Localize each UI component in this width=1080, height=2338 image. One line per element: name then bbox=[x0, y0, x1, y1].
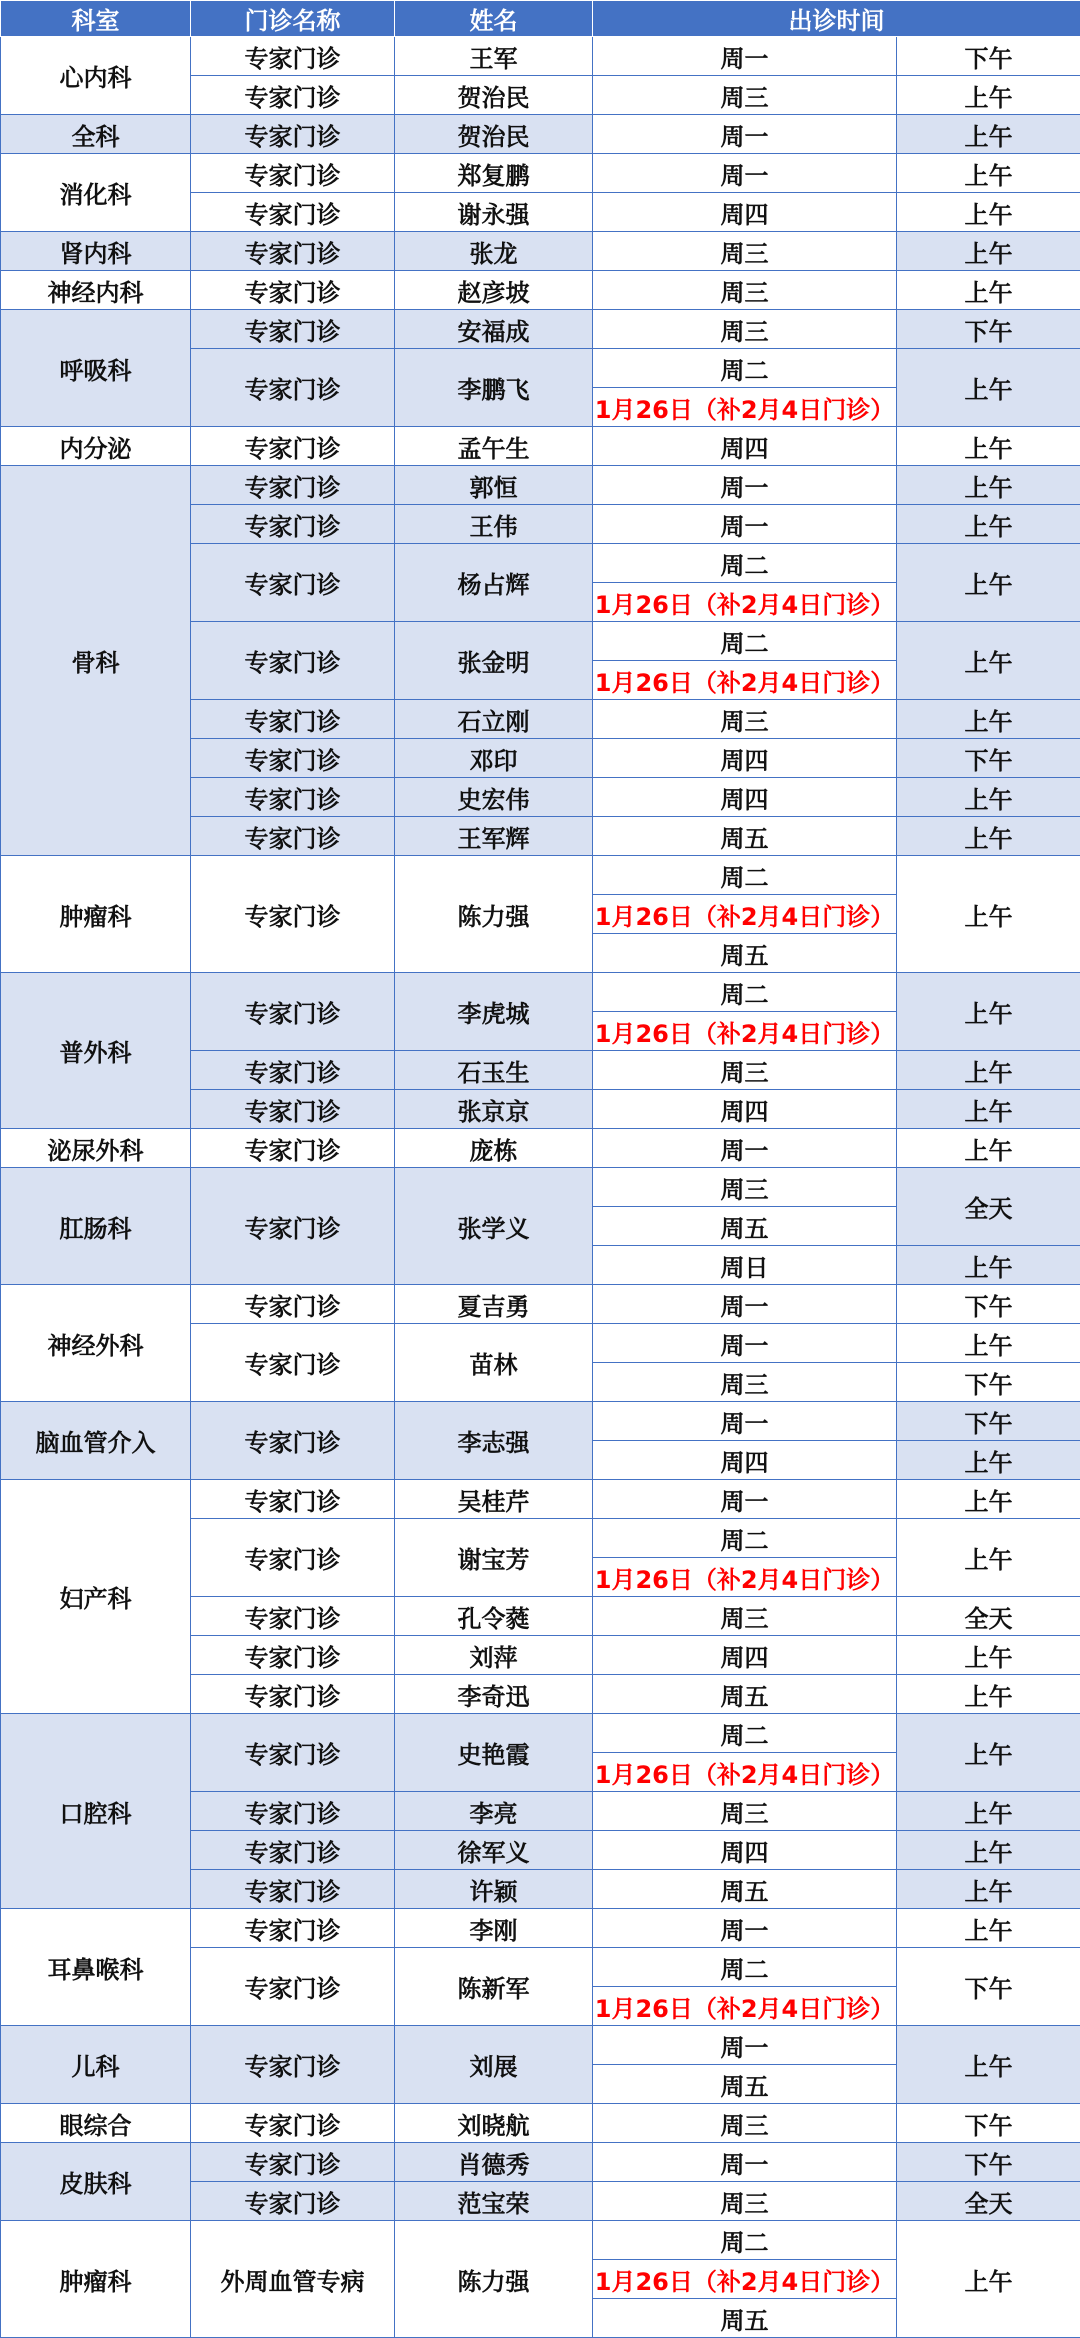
header-name: 姓名 bbox=[395, 1, 593, 37]
clinic-cell: 专家门诊 bbox=[191, 1948, 395, 2026]
department-cell: 皮肤科 bbox=[1, 2143, 191, 2221]
doctor-name-cell: 赵彦坡 bbox=[395, 271, 593, 310]
day-cell: 周二 bbox=[593, 544, 897, 583]
session-cell: 上午 bbox=[897, 1051, 1080, 1090]
day-cell: 周二 bbox=[593, 856, 897, 895]
day-cell: 周三 bbox=[593, 2182, 897, 2221]
doctor-name-cell: 陈力强 bbox=[395, 2221, 593, 2338]
session-cell: 上午 bbox=[897, 1909, 1080, 1948]
day-cell: 周五 bbox=[593, 934, 897, 973]
doctor-name-cell: 徐军义 bbox=[395, 1831, 593, 1870]
session-cell: 下午 bbox=[897, 310, 1080, 349]
session-cell: 上午 bbox=[897, 349, 1080, 427]
day-cell: 周二 bbox=[593, 1948, 897, 1987]
department-cell: 肾内科 bbox=[1, 232, 191, 271]
session-cell: 下午 bbox=[897, 739, 1080, 778]
doctor-name-cell: 谢宝芳 bbox=[395, 1519, 593, 1597]
department-cell: 耳鼻喉科 bbox=[1, 1909, 191, 2026]
day-cell: 周三 bbox=[593, 76, 897, 115]
table-row bbox=[1, 2221, 1080, 2260]
day-cell: 周四 bbox=[593, 739, 897, 778]
session-cell: 上午 bbox=[897, 1324, 1080, 1363]
clinic-cell: 专家门诊 bbox=[191, 271, 395, 310]
day-cell: 1月26日（补2月4日门诊） bbox=[593, 1753, 897, 1792]
doctor-name-cell: 谢永强 bbox=[395, 193, 593, 232]
clinic-cell: 专家门诊 bbox=[191, 193, 395, 232]
doctor-name-cell: 邓印 bbox=[395, 739, 593, 778]
department-cell: 普外科 bbox=[1, 973, 191, 1129]
session-cell: 上午 bbox=[897, 778, 1080, 817]
doctor-name-cell: 王军辉 bbox=[395, 817, 593, 856]
clinic-cell: 专家门诊 bbox=[191, 2104, 395, 2143]
day-cell: 周五 bbox=[593, 1870, 897, 1909]
session-cell: 上午 bbox=[897, 427, 1080, 466]
session-cell: 上午 bbox=[897, 115, 1080, 154]
department-cell: 心内科 bbox=[1, 37, 191, 115]
doctor-name-cell: 刘晓航 bbox=[395, 2104, 593, 2143]
day-cell: 周一 bbox=[593, 1909, 897, 1948]
session-cell: 上午 bbox=[897, 505, 1080, 544]
clinic-cell: 专家门诊 bbox=[191, 1870, 395, 1909]
day-cell: 周四 bbox=[593, 1090, 897, 1129]
day-cell: 1月26日（补2月4日门诊） bbox=[593, 1558, 897, 1597]
clinic-cell: 专家门诊 bbox=[191, 1480, 395, 1519]
day-cell: 周三 bbox=[593, 2104, 897, 2143]
clinic-cell: 专家门诊 bbox=[191, 778, 395, 817]
table-row bbox=[1, 1168, 1080, 1207]
doctor-name-cell: 李亮 bbox=[395, 1792, 593, 1831]
day-cell: 周二 bbox=[593, 2221, 897, 2260]
clinic-cell: 专家门诊 bbox=[191, 1324, 395, 1402]
session-cell: 上午 bbox=[897, 544, 1080, 622]
session-cell: 上午 bbox=[897, 622, 1080, 700]
clinic-cell: 专家门诊 bbox=[191, 310, 395, 349]
table-row bbox=[1, 115, 1080, 154]
day-cell: 周一 bbox=[593, 115, 897, 154]
session-cell: 上午 bbox=[897, 700, 1080, 739]
day-cell: 周五 bbox=[593, 1207, 897, 1246]
department-cell: 肿瘤科 bbox=[1, 856, 191, 973]
doctor-name-cell: 肖德秀 bbox=[395, 2143, 593, 2182]
table-row bbox=[1, 1129, 1080, 1168]
session-cell: 上午 bbox=[897, 1519, 1080, 1597]
day-cell: 周四 bbox=[593, 427, 897, 466]
doctor-name-cell: 许颖 bbox=[395, 1870, 593, 1909]
session-cell: 上午 bbox=[897, 1129, 1080, 1168]
session-cell: 下午 bbox=[897, 2104, 1080, 2143]
session-cell: 全天 bbox=[897, 1168, 1080, 1246]
table-row bbox=[1, 2143, 1080, 2182]
doctor-name-cell: 苗林 bbox=[395, 1324, 593, 1402]
clinic-cell: 专家门诊 bbox=[191, 505, 395, 544]
day-cell: 周一 bbox=[593, 1285, 897, 1324]
doctor-name-cell: 孔令蕤 bbox=[395, 1597, 593, 1636]
day-cell: 周一 bbox=[593, 1402, 897, 1441]
table-row bbox=[1, 154, 1080, 193]
session-cell: 上午 bbox=[897, 1480, 1080, 1519]
session-cell: 上午 bbox=[897, 1714, 1080, 1792]
session-cell: 上午 bbox=[897, 1246, 1080, 1285]
session-cell: 上午 bbox=[897, 817, 1080, 856]
day-cell: 周二 bbox=[593, 973, 897, 1012]
day-cell: 1月26日（补2月4日门诊） bbox=[593, 661, 897, 700]
clinic-cell: 专家门诊 bbox=[191, 1636, 395, 1675]
clinic-cell: 专家门诊 bbox=[191, 1129, 395, 1168]
day-cell: 周一 bbox=[593, 1324, 897, 1363]
clinic-cell: 专家门诊 bbox=[191, 2182, 395, 2221]
doctor-name-cell: 石玉生 bbox=[395, 1051, 593, 1090]
session-cell: 下午 bbox=[897, 1363, 1080, 1402]
clinic-cell: 专家门诊 bbox=[191, 466, 395, 505]
day-cell: 周四 bbox=[593, 1636, 897, 1675]
session-cell: 上午 bbox=[897, 1636, 1080, 1675]
day-cell: 周三 bbox=[593, 271, 897, 310]
table-row bbox=[1, 1480, 1080, 1519]
clinic-cell: 专家门诊 bbox=[191, 1402, 395, 1480]
doctor-name-cell: 李刚 bbox=[395, 1909, 593, 1948]
table-row bbox=[1, 310, 1080, 349]
clinic-cell: 专家门诊 bbox=[191, 1792, 395, 1831]
header-time: 出诊时间 bbox=[593, 1, 1080, 37]
day-cell: 周四 bbox=[593, 1441, 897, 1480]
clinic-cell: 专家门诊 bbox=[191, 349, 395, 427]
department-cell: 消化科 bbox=[1, 154, 191, 232]
session-cell: 上午 bbox=[897, 2221, 1080, 2338]
clinic-cell: 专家门诊 bbox=[191, 1597, 395, 1636]
department-cell: 妇产科 bbox=[1, 1480, 191, 1714]
day-cell: 周三 bbox=[593, 1597, 897, 1636]
doctor-name-cell: 李志强 bbox=[395, 1402, 593, 1480]
table-row bbox=[1, 1402, 1080, 1441]
doctor-name-cell: 郭恒 bbox=[395, 466, 593, 505]
session-cell: 上午 bbox=[897, 466, 1080, 505]
day-cell: 周五 bbox=[593, 1675, 897, 1714]
session-cell: 上午 bbox=[897, 1792, 1080, 1831]
clinic-cell: 专家门诊 bbox=[191, 1831, 395, 1870]
clinic-cell: 专家门诊 bbox=[191, 856, 395, 973]
doctor-name-cell: 庞栋 bbox=[395, 1129, 593, 1168]
clinic-cell: 专家门诊 bbox=[191, 1909, 395, 1948]
day-cell: 周三 bbox=[593, 1363, 897, 1402]
table-row bbox=[1, 2026, 1080, 2065]
doctor-name-cell: 石立刚 bbox=[395, 700, 593, 739]
day-cell: 周一 bbox=[593, 2143, 897, 2182]
session-cell: 上午 bbox=[897, 1870, 1080, 1909]
day-cell: 周一 bbox=[593, 2026, 897, 2065]
clinic-cell: 专家门诊 bbox=[191, 1285, 395, 1324]
day-cell: 周五 bbox=[593, 817, 897, 856]
doctor-name-cell: 贺治民 bbox=[395, 115, 593, 154]
table-row bbox=[1, 232, 1080, 271]
day-cell: 周五 bbox=[593, 2065, 897, 2104]
doctor-name-cell: 刘展 bbox=[395, 2026, 593, 2104]
day-cell: 周四 bbox=[593, 1831, 897, 1870]
day-cell: 周三 bbox=[593, 1792, 897, 1831]
day-cell: 1月26日（补2月4日门诊） bbox=[593, 895, 897, 934]
session-cell: 上午 bbox=[897, 856, 1080, 973]
clinic-cell: 专家门诊 bbox=[191, 1675, 395, 1714]
clinic-cell: 专家门诊 bbox=[191, 622, 395, 700]
session-cell: 下午 bbox=[897, 2143, 1080, 2182]
department-cell: 骨科 bbox=[1, 466, 191, 856]
table-row bbox=[1, 1909, 1080, 1948]
department-cell: 肿瘤科 bbox=[1, 2221, 191, 2338]
doctor-name-cell: 杨占辉 bbox=[395, 544, 593, 622]
department-cell: 内分泌 bbox=[1, 427, 191, 466]
department-cell: 泌尿外科 bbox=[1, 1129, 191, 1168]
day-cell: 1月26日（补2月4日门诊） bbox=[593, 1012, 897, 1051]
session-cell: 下午 bbox=[897, 1948, 1080, 2026]
day-cell: 周一 bbox=[593, 505, 897, 544]
clinic-cell: 专家门诊 bbox=[191, 115, 395, 154]
clinic-cell: 专家门诊 bbox=[191, 817, 395, 856]
doctor-name-cell: 张金明 bbox=[395, 622, 593, 700]
clinic-cell: 专家门诊 bbox=[191, 739, 395, 778]
doctor-name-cell: 张学义 bbox=[395, 1168, 593, 1285]
department-cell: 呼吸科 bbox=[1, 310, 191, 427]
clinic-cell: 专家门诊 bbox=[191, 544, 395, 622]
clinic-cell: 专家门诊 bbox=[191, 2143, 395, 2182]
clinic-cell: 专家门诊 bbox=[191, 1051, 395, 1090]
doctor-name-cell: 张京京 bbox=[395, 1090, 593, 1129]
clinic-cell: 专家门诊 bbox=[191, 1090, 395, 1129]
session-cell: 上午 bbox=[897, 973, 1080, 1051]
doctor-name-cell: 郑复鹏 bbox=[395, 154, 593, 193]
doctor-name-cell: 贺治民 bbox=[395, 76, 593, 115]
session-cell: 全天 bbox=[897, 2182, 1080, 2221]
day-cell: 周一 bbox=[593, 154, 897, 193]
day-cell: 周一 bbox=[593, 1480, 897, 1519]
doctor-name-cell: 安福成 bbox=[395, 310, 593, 349]
session-cell: 上午 bbox=[897, 1090, 1080, 1129]
doctor-name-cell: 夏吉勇 bbox=[395, 1285, 593, 1324]
doctor-name-cell: 陈力强 bbox=[395, 856, 593, 973]
day-cell: 周四 bbox=[593, 778, 897, 817]
department-cell: 肛肠科 bbox=[1, 1168, 191, 1285]
department-cell: 脑血管介入 bbox=[1, 1402, 191, 1480]
session-cell: 上午 bbox=[897, 154, 1080, 193]
day-cell: 周四 bbox=[593, 193, 897, 232]
session-cell: 下午 bbox=[897, 1402, 1080, 1441]
day-cell: 周三 bbox=[593, 700, 897, 739]
doctor-name-cell: 王伟 bbox=[395, 505, 593, 544]
table-row bbox=[1, 466, 1080, 505]
clinic-cell: 专家门诊 bbox=[191, 2026, 395, 2104]
day-cell: 周一 bbox=[593, 466, 897, 505]
table-row bbox=[1, 1714, 1080, 1753]
doctor-name-cell: 张龙 bbox=[395, 232, 593, 271]
doctor-name-cell: 李虎城 bbox=[395, 973, 593, 1051]
doctor-name-cell: 范宝荣 bbox=[395, 2182, 593, 2221]
day-cell: 周一 bbox=[593, 37, 897, 76]
clinic-cell: 专家门诊 bbox=[191, 700, 395, 739]
session-cell: 上午 bbox=[897, 1441, 1080, 1480]
session-cell: 全天 bbox=[897, 1597, 1080, 1636]
clinic-cell: 专家门诊 bbox=[191, 1168, 395, 1285]
table-row bbox=[1, 1285, 1080, 1324]
day-cell: 周一 bbox=[593, 1129, 897, 1168]
clinic-cell: 专家门诊 bbox=[191, 154, 395, 193]
doctor-name-cell: 史宏伟 bbox=[395, 778, 593, 817]
department-cell: 神经内科 bbox=[1, 271, 191, 310]
doctor-name-cell: 吴桂芹 bbox=[395, 1480, 593, 1519]
doctor-name-cell: 史艳霞 bbox=[395, 1714, 593, 1792]
doctor-name-cell: 陈新军 bbox=[395, 1948, 593, 2026]
session-cell: 上午 bbox=[897, 232, 1080, 271]
clinic-cell: 专家门诊 bbox=[191, 76, 395, 115]
clinic-cell: 专家门诊 bbox=[191, 427, 395, 466]
day-cell: 周三 bbox=[593, 310, 897, 349]
department-cell: 神经外科 bbox=[1, 1285, 191, 1402]
doctor-name-cell: 孟午生 bbox=[395, 427, 593, 466]
day-cell: 1月26日（补2月4日门诊） bbox=[593, 2260, 897, 2299]
session-cell: 上午 bbox=[897, 1675, 1080, 1714]
day-cell: 周三 bbox=[593, 1168, 897, 1207]
day-cell: 周五 bbox=[593, 2299, 897, 2338]
session-cell: 上午 bbox=[897, 1831, 1080, 1870]
table-row bbox=[1, 427, 1080, 466]
session-cell: 下午 bbox=[897, 37, 1080, 76]
day-cell: 周三 bbox=[593, 1051, 897, 1090]
session-cell: 上午 bbox=[897, 76, 1080, 115]
department-cell: 儿科 bbox=[1, 2026, 191, 2104]
table-row bbox=[1, 973, 1080, 1012]
clinic-cell: 专家门诊 bbox=[191, 37, 395, 76]
table-row bbox=[1, 856, 1080, 895]
session-cell: 上午 bbox=[897, 193, 1080, 232]
header-department: 科室 bbox=[1, 1, 191, 37]
department-cell: 眼综合 bbox=[1, 2104, 191, 2143]
header-clinic: 门诊名称 bbox=[191, 1, 395, 37]
clinic-cell: 专家门诊 bbox=[191, 232, 395, 271]
header-row bbox=[1, 1, 1080, 37]
session-cell: 上午 bbox=[897, 271, 1080, 310]
day-cell: 1月26日（补2月4日门诊） bbox=[593, 388, 897, 427]
doctor-name-cell: 王军 bbox=[395, 37, 593, 76]
clinic-cell: 专家门诊 bbox=[191, 973, 395, 1051]
table-row bbox=[1, 271, 1080, 310]
day-cell: 1月26日（补2月4日门诊） bbox=[593, 583, 897, 622]
clinic-cell: 专家门诊 bbox=[191, 1519, 395, 1597]
schedule-body bbox=[1, 37, 1080, 2338]
department-cell: 全科 bbox=[1, 115, 191, 154]
day-cell: 周二 bbox=[593, 1714, 897, 1753]
doctor-name-cell: 刘萍 bbox=[395, 1636, 593, 1675]
day-cell: 周二 bbox=[593, 349, 897, 388]
day-cell: 1月26日（补2月4日门诊） bbox=[593, 1987, 897, 2026]
session-cell: 上午 bbox=[897, 2026, 1080, 2104]
department-cell: 口腔科 bbox=[1, 1714, 191, 1909]
clinic-cell: 专家门诊 bbox=[191, 1714, 395, 1792]
table-row bbox=[1, 2104, 1080, 2143]
day-cell: 周二 bbox=[593, 622, 897, 661]
session-cell: 下午 bbox=[897, 1285, 1080, 1324]
table-row bbox=[1, 37, 1080, 76]
day-cell: 周二 bbox=[593, 1519, 897, 1558]
day-cell: 周三 bbox=[593, 232, 897, 271]
clinic-cell: 外周血管专病 bbox=[191, 2221, 395, 2338]
doctor-name-cell: 李鹏飞 bbox=[395, 349, 593, 427]
doctor-name-cell: 李奇迅 bbox=[395, 1675, 593, 1714]
day-cell: 周日 bbox=[593, 1246, 897, 1285]
